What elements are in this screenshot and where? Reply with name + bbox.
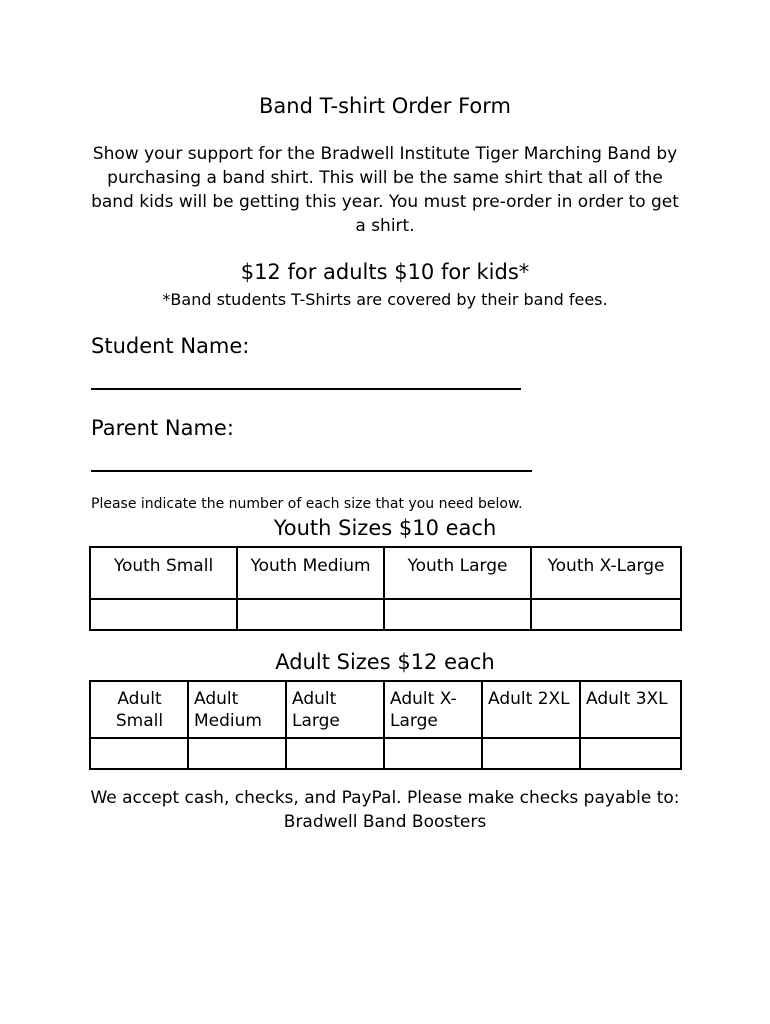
youth-size-header: Youth Small — [90, 547, 237, 599]
adult-medium-quantity-cell[interactable] — [188, 738, 286, 769]
youth-large-quantity-cell[interactable] — [384, 599, 531, 630]
youth-medium-quantity-cell[interactable] — [237, 599, 384, 630]
youth-sizes-table — [89, 546, 682, 631]
adult-sizes-heading: Adult Sizes $12 each — [275, 650, 495, 674]
parent-name-line[interactable] — [91, 470, 532, 472]
youth-sizes-heading: Youth Sizes $10 each — [273, 516, 497, 540]
adult-size-header: Adult X-Large — [384, 681, 482, 738]
payment-note: We accept cash, checks, and PayPal. Please make checks payable to: Bradwell Band Boosters — [90, 788, 680, 832]
adult-xlarge-quantity-cell[interactable] — [384, 738, 482, 769]
youth-size-header-row — [90, 547, 681, 599]
adult-2xl-quantity-cell[interactable] — [482, 738, 580, 769]
size-instruction: Please indicate the number of each size that you need below. — [91, 496, 523, 512]
youth-small-quantity-cell[interactable] — [90, 599, 237, 630]
youth-size-header: Youth Medium — [237, 547, 384, 599]
youth-quantity-row — [90, 599, 681, 630]
adult-size-header: Adult Medium — [188, 681, 286, 738]
form-title: Band T-shirt Order Form — [259, 94, 511, 118]
intro-paragraph: Show your support for the Bradwell Institute Tiger Marching Band by purchasing a band shirt. This will be the same shirt that all of the band kids will be getting this year. You must pre-order in order to get a shirt. — [91, 144, 679, 236]
student-name-label: Student Name: — [91, 334, 250, 358]
adult-size-header: Adult Large — [286, 681, 384, 738]
price-line: $12 for adults $10 for kids* — [240, 260, 530, 284]
adult-size-header-row — [90, 681, 681, 738]
youth-size-header: Youth X-Large — [531, 547, 681, 599]
youth-size-header: Youth Large — [384, 547, 531, 599]
adult-size-header: Adult 2XL — [482, 681, 580, 738]
adult-quantity-row — [90, 738, 681, 769]
adult-sizes-table — [89, 680, 682, 770]
student-name-line[interactable] — [91, 388, 521, 390]
youth-xlarge-quantity-cell[interactable] — [531, 599, 681, 630]
adult-small-quantity-cell[interactable] — [90, 738, 188, 769]
adult-size-header: Adult 3XL — [580, 681, 681, 738]
price-footnote: *Band students T-Shirts are covered by their band fees. — [162, 290, 608, 309]
adult-large-quantity-cell[interactable] — [286, 738, 384, 769]
adult-size-header: Adult Small — [90, 681, 188, 738]
adult-3xl-quantity-cell[interactable] — [580, 738, 681, 769]
parent-name-label: Parent Name: — [91, 416, 234, 440]
